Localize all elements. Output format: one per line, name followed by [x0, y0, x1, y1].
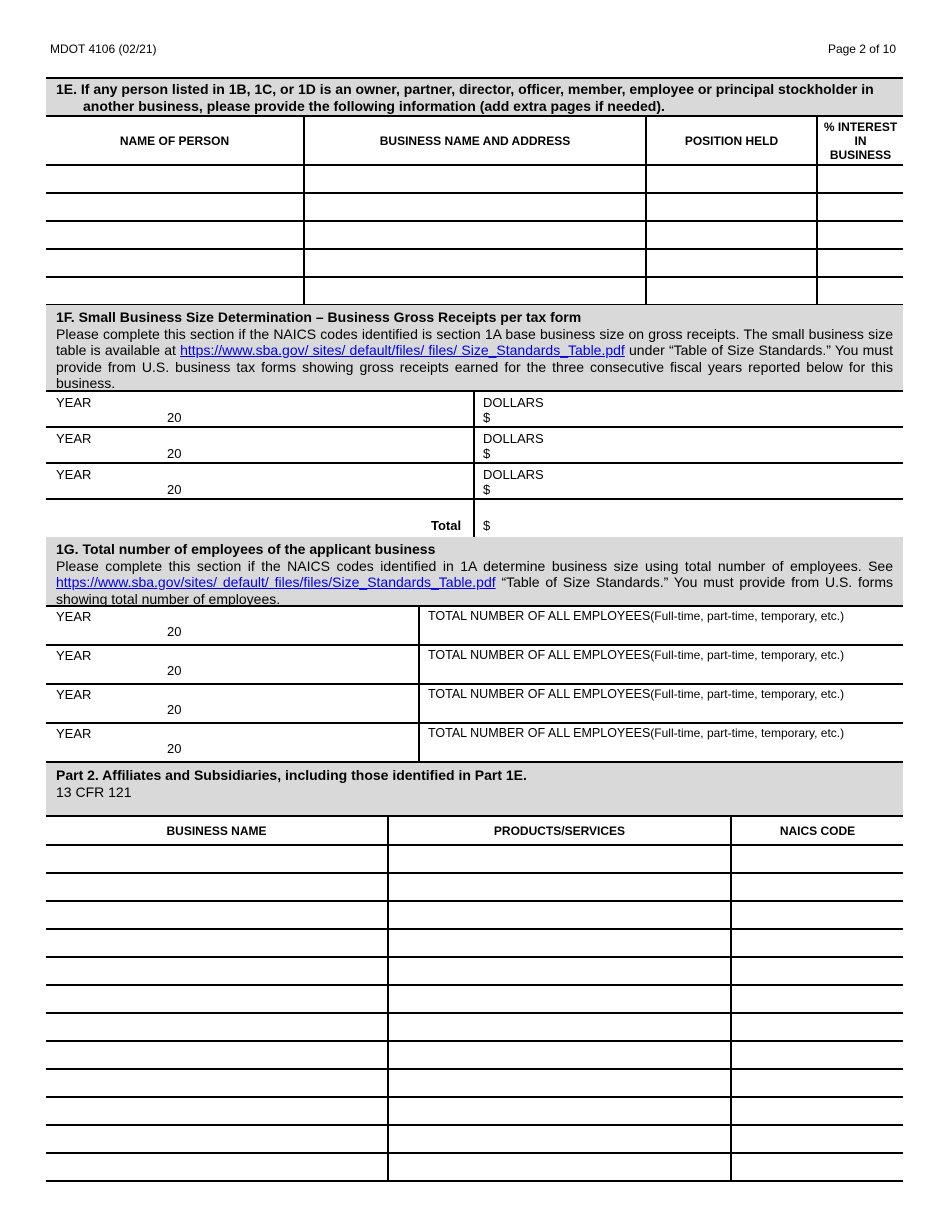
year-field[interactable]: 20 — [167, 702, 182, 717]
dollars-field[interactable]: $ — [483, 482, 491, 497]
products-services-field[interactable] — [388, 845, 731, 873]
year-field[interactable]: 20 — [167, 446, 182, 461]
products-services-field[interactable] — [388, 1097, 731, 1125]
business-name-field[interactable] — [46, 1153, 388, 1181]
sba-size-table-link-2[interactable]: https://www.sba.gov/sites/ default/ files/files/Size_Standards_Table.pdf — [56, 574, 496, 590]
section-1e-table — [46, 115, 903, 306]
products-services-field[interactable] — [388, 873, 731, 901]
section-1f-header — [46, 305, 903, 391]
naics-code-field[interactable] — [731, 845, 903, 873]
table-row — [46, 845, 903, 873]
business-name-field[interactable] — [46, 1041, 388, 1069]
section-1e-header-row — [46, 116, 903, 165]
total-dollars-field[interactable]: $ — [483, 518, 491, 533]
products-services-field[interactable] — [388, 1041, 731, 1069]
table-row — [46, 1125, 903, 1153]
part2-subtitle: 13 CFR 121 — [56, 783, 132, 800]
business-name-field[interactable] — [46, 845, 388, 873]
position-field[interactable] — [646, 249, 817, 277]
year-label: YEAR — [56, 467, 92, 482]
interest-field[interactable] — [817, 277, 903, 305]
year-label: YEAR — [56, 648, 92, 663]
business-address-field[interactable] — [304, 221, 646, 249]
dollars-field[interactable]: $ — [483, 410, 491, 425]
person-name-field[interactable] — [46, 193, 304, 221]
products-services-field[interactable] — [388, 1013, 731, 1041]
employees-note-text: (Full-time, part-time, temporary, etc.) — [650, 726, 845, 740]
naics-code-field[interactable] — [731, 901, 903, 929]
part2-header — [46, 763, 903, 815]
business-address-field[interactable] — [304, 277, 646, 305]
naics-code-field[interactable] — [731, 929, 903, 957]
naics-code-field[interactable] — [731, 1153, 903, 1181]
dollars-field[interactable]: $ — [483, 446, 491, 461]
year-field[interactable]: 20 — [167, 410, 182, 425]
table-row — [46, 1041, 903, 1069]
business-name-field[interactable] — [46, 1097, 388, 1125]
form-id: MDOT 4106 (02/21) — [50, 42, 157, 56]
year-label: YEAR — [56, 395, 92, 410]
section-1g-title: 1G. Total number of employees of the applicant business — [56, 541, 436, 557]
position-field[interactable] — [646, 277, 817, 305]
employees-label — [428, 687, 844, 701]
business-address-field[interactable] — [304, 165, 646, 193]
table-row — [46, 901, 903, 929]
col-percent-interest-line1: % INTEREST — [823, 119, 898, 134]
year-field[interactable]: 20 — [167, 741, 182, 756]
interest-field[interactable] — [817, 165, 903, 193]
business-name-field[interactable] — [46, 901, 388, 929]
section-1e-header — [46, 79, 903, 116]
employees-label — [428, 648, 844, 662]
employees-label — [428, 726, 844, 740]
table-row — [46, 1013, 903, 1041]
position-field[interactable] — [646, 221, 817, 249]
employees-note-text: (Full-time, part-time, temporary, etc.) — [650, 687, 845, 701]
business-name-field[interactable] — [46, 1013, 388, 1041]
section-1e-title-line1: 1E. If any person listed in 1B, 1C, or 1D is an owner, partner, director, officer, member, employee or principal stockholder in — [56, 81, 874, 97]
table-row — [46, 1153, 903, 1181]
employees-label-text: TOTAL NUMBER OF ALL EMPLOYEES — [428, 687, 651, 701]
products-services-field[interactable] — [388, 957, 731, 985]
year-field[interactable]: 20 — [167, 482, 182, 497]
form-page — [46, 0, 903, 1230]
section-1f-text-b: under “Table of Size Standards.” You must provide from U.S. business tax forms showing gross receipts earned for the three consecutive fiscal years reported below for this business. — [56, 342, 893, 391]
business-name-field[interactable] — [46, 1125, 388, 1153]
business-name-field[interactable] — [46, 1069, 388, 1097]
part2-title: Part 2. Affiliates and Subsidiaries, including those identified in Part 1E. — [56, 767, 527, 783]
business-address-field[interactable] — [304, 193, 646, 221]
table-row — [46, 1097, 903, 1125]
section-1g-text-a: Please complete this section if the NAICS codes identified in 1A determine business size using total number of employees. See — [56, 557, 893, 574]
col-percent-interest — [817, 116, 903, 165]
table-row — [46, 249, 903, 277]
products-services-field[interactable] — [388, 1069, 731, 1097]
naics-code-field[interactable] — [731, 1097, 903, 1125]
section-1g-text-b: “Table of Size Standards.” You must provide from U.S. forms showing total number of employees. — [56, 574, 893, 607]
naics-code-field[interactable] — [731, 985, 903, 1013]
interest-field[interactable] — [817, 193, 903, 221]
products-services-field[interactable] — [388, 1153, 731, 1181]
section-1f-title: 1F. Small Business Size Determination – Business Gross Receipts per tax form — [56, 309, 582, 325]
table-row — [46, 957, 903, 985]
table-row — [46, 221, 903, 249]
col-name-of-person: NAME OF PERSON — [46, 116, 304, 165]
sba-size-table-link[interactable]: https://www.sba.gov/ sites/ default/files/ files/ Size_Standards_Table.pdf — [180, 342, 625, 358]
person-name-field[interactable] — [46, 277, 304, 305]
page-number: Page 2 of 10 — [827, 42, 896, 56]
part2-table — [46, 815, 903, 1182]
year-label: YEAR — [56, 431, 92, 446]
col-naics-code: NAICS CODE — [731, 816, 903, 845]
position-field[interactable] — [646, 193, 817, 221]
interest-field[interactable] — [817, 249, 903, 277]
person-name-field[interactable] — [46, 165, 304, 193]
part2-header-row — [46, 816, 903, 845]
business-address-field[interactable] — [304, 249, 646, 277]
employees-label — [428, 609, 844, 623]
year-label: YEAR — [56, 726, 92, 741]
table-row — [46, 277, 903, 305]
employees-label-text: TOTAL NUMBER OF ALL EMPLOYEES — [428, 648, 651, 662]
employees-note-text: (Full-time, part-time, temporary, etc.) — [650, 609, 845, 623]
naics-code-field[interactable] — [731, 1125, 903, 1153]
section-1e-title-line2: another business, please provide the following information (add extra pages if needed). — [83, 98, 665, 114]
table-row — [46, 985, 903, 1013]
employees-note-text: (Full-time, part-time, temporary, etc.) — [650, 648, 845, 662]
employees-label-text: TOTAL NUMBER OF ALL EMPLOYEES — [428, 609, 651, 623]
person-name-field[interactable] — [46, 221, 304, 249]
col-business-name-address: BUSINESS NAME AND ADDRESS — [304, 116, 646, 165]
employees-label-text: TOTAL NUMBER OF ALL EMPLOYEES — [428, 726, 651, 740]
products-services-field[interactable] — [388, 901, 731, 929]
year-label: YEAR — [56, 687, 92, 702]
naics-code-field[interactable] — [731, 1069, 903, 1097]
business-name-field[interactable] — [46, 985, 388, 1013]
table-row — [46, 193, 903, 221]
interest-field[interactable] — [817, 221, 903, 249]
col-business-name: BUSINESS NAME — [46, 816, 388, 845]
col-percent-interest-line3: BUSINESS — [829, 147, 892, 162]
section-1f-text-a: Please complete this section if the NAICS codes identified is section 1A base business size on gross receipts. The small business size table is available at — [56, 325, 893, 358]
table-row — [46, 165, 903, 193]
naics-code-field[interactable] — [731, 1041, 903, 1069]
dollars-label: DOLLARS — [483, 467, 544, 482]
year-field[interactable]: 20 — [167, 663, 182, 678]
products-services-field[interactable] — [388, 929, 731, 957]
table-row — [46, 929, 903, 957]
naics-code-field[interactable] — [731, 873, 903, 901]
table-row — [46, 1069, 903, 1097]
dollars-label: DOLLARS — [483, 395, 544, 410]
business-name-field[interactable] — [46, 929, 388, 957]
col-products-services: PRODUCTS/SERVICES — [388, 816, 731, 845]
products-services-field[interactable] — [388, 1125, 731, 1153]
table-row — [46, 873, 903, 901]
year-field[interactable]: 20 — [167, 624, 182, 639]
business-name-field[interactable] — [46, 957, 388, 985]
naics-code-field[interactable] — [731, 1013, 903, 1041]
col-percent-interest-line2: IN — [854, 133, 867, 148]
position-field[interactable] — [646, 165, 817, 193]
products-services-field[interactable] — [388, 985, 731, 1013]
section-1g-header — [46, 537, 903, 606]
person-name-field[interactable] — [46, 249, 304, 277]
col-position-held: POSITION HELD — [646, 116, 817, 165]
year-label: YEAR — [56, 609, 92, 624]
total-label: Total — [431, 518, 462, 533]
dollars-label: DOLLARS — [483, 431, 544, 446]
naics-code-field[interactable] — [731, 957, 903, 985]
business-name-field[interactable] — [46, 873, 388, 901]
